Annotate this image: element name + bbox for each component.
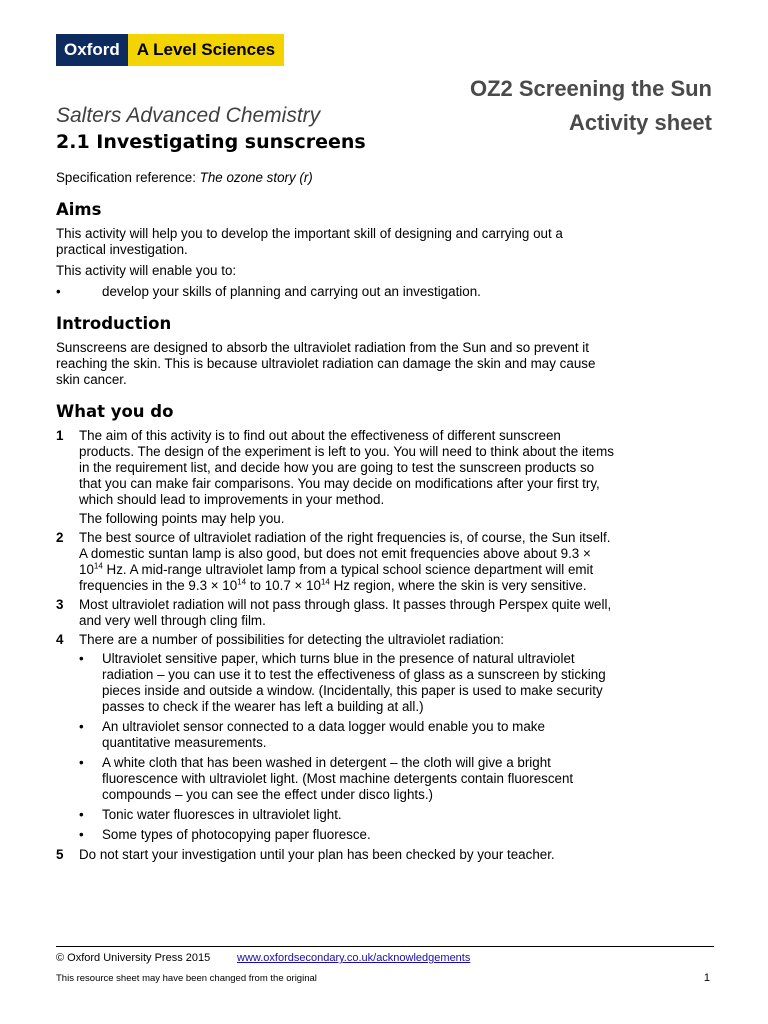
step-2-text-d: Hz region, where the skin is very sensitive.	[329, 578, 587, 593]
step-2-text-b: Hz. A mid-range ultraviolet lamp from a typical school science department will emit frequencies in the 9.3 × 10	[79, 562, 594, 593]
introduction-paragraph: Sunscreens are designed to absorb the ultraviolet radiation from the Sun and so prevent it reaching the skin. This is because ultraviolet radiation can damage the skin and may cause skin cancer.	[56, 340, 596, 387]
aims-bullet	[56, 284, 616, 300]
step-5	[56, 847, 616, 863]
step-number: 2	[56, 530, 64, 545]
bullet-icon: •	[79, 827, 84, 842]
exponent: 14	[320, 577, 330, 587]
step-3	[56, 597, 616, 629]
course-subtitle: Salters Advanced Chemistry	[56, 104, 321, 127]
aims-bullet-text: develop your skills of planning and carrying out an investigation.	[102, 284, 481, 299]
list-item-text: Tonic water fluoresces in ultraviolet light.	[102, 807, 342, 822]
list-item-text: Ultraviolet sensitive paper, which turns blue in the presence of natural ultraviolet radiation – you can use it to test the effectiveness of glass as a sunscreen by sticking pieces inside and outside a window. (Incidentally, this paper is used to make security passes to check if the wearer has left a building at all.)	[102, 651, 606, 714]
step-text: There are a number of possibilities for detecting the ultraviolet radiation:	[79, 632, 505, 647]
bullet-icon: •	[56, 284, 61, 299]
step-1-follow: The following points may help you.	[79, 511, 285, 526]
list-item	[79, 719, 616, 751]
step-text: The aim of this activity is to find out about the effectiveness of different sunscreen products. The design of the experiment is left to you. You will need to think about the items in the requirement list, and decide how you are going to test the sunscreen products so that you can make fair comparisons. You may decide on modifications after your first try, which should lead to improvements in your method.	[79, 428, 614, 507]
step-number: 1	[56, 428, 64, 443]
list-item	[79, 651, 616, 715]
bullet-icon: •	[79, 719, 84, 734]
step-text	[79, 530, 616, 594]
spec-value: The ozone story (r)	[199, 170, 313, 185]
step-text: Do not start your investigation until your plan has been checked by your teacher.	[79, 847, 555, 862]
logo-oxford-text: Oxford	[56, 34, 128, 66]
step-text: Most ultraviolet radiation will not pass through glass. It passes through Perspex quite well, and very well through cling film.	[79, 597, 612, 628]
step-number: 3	[56, 597, 64, 612]
list-item	[79, 755, 616, 803]
aims-paragraph-1: This activity will help you to develop the important skill of designing and carrying out a practical investigation.	[56, 226, 563, 257]
introduction-heading: Introduction	[56, 314, 172, 333]
footer-divider	[56, 946, 714, 947]
logo-series-text: A Level Sciences	[128, 34, 284, 66]
acknowledgements-link[interactable]: www.oxfordsecondary.co.uk/acknowledgements	[237, 952, 471, 964]
page-number: 1	[703, 972, 710, 984]
footer-copyright: © Oxford University Press 2015	[56, 952, 211, 964]
bullet-icon: •	[79, 651, 84, 666]
exponent: 14	[93, 561, 103, 571]
document-code: OZ2 Screening the Sun	[469, 76, 712, 101]
footer-note: This resource sheet may have been changed from the original	[56, 973, 317, 984]
bullet-icon: •	[79, 755, 84, 770]
page-header	[56, 34, 712, 135]
page-title: 2.1 Investigating sunscreens	[56, 131, 366, 153]
spec-label: Specification reference:	[56, 170, 200, 185]
step-1	[56, 428, 616, 508]
step-number: 5	[56, 847, 64, 862]
step-2-text-a: The best source of ultraviolet radiation of the right frequencies is, of course, the Sun itself. A domestic suntan lamp is also good, but does not emit frequencies above about 9.3 × 10	[79, 530, 611, 577]
list-item-text: Some types of photocopying paper fluoresce.	[102, 827, 371, 842]
list-item-text: An ultraviolet sensor connected to a data logger would enable you to make quantitative measurements.	[102, 719, 545, 750]
oxford-logo	[56, 34, 284, 66]
step-2-text-c: to 10.7 × 10	[246, 578, 321, 593]
document-type: Activity sheet	[568, 110, 712, 135]
aims-heading: Aims	[56, 200, 102, 219]
step-4	[56, 632, 616, 648]
list-item	[79, 827, 616, 843]
aims-paragraph-2: This activity will enable you to:	[56, 263, 237, 278]
step-number: 4	[56, 632, 64, 647]
step-2	[56, 530, 616, 594]
list-item	[79, 807, 616, 823]
document-body	[56, 130, 616, 866]
bullet-icon: •	[79, 807, 84, 822]
specification-reference	[56, 170, 616, 186]
list-item-text: A white cloth that has been washed in detergent – the cloth will give a bright fluorescence with ultraviolet light. (Most machine detergents contain fluorescent compounds – you can see the effect under disco lights.)	[102, 755, 574, 802]
exponent: 14	[237, 577, 247, 587]
what-you-do-heading: What you do	[56, 402, 174, 421]
